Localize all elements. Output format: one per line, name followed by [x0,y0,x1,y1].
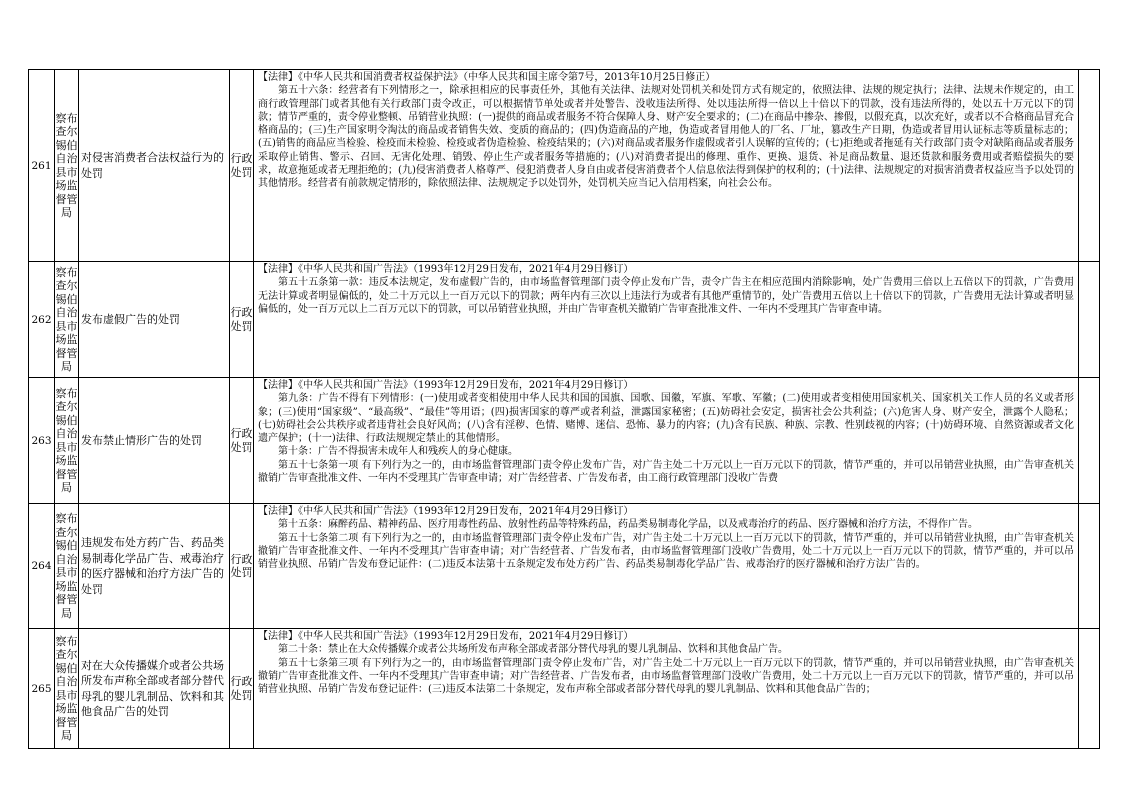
remarks-cell [1079,70,1100,262]
department-name: 察布查尔锡伯自治县市场监督管局 [55,504,79,629]
legal-basis [254,378,1079,504]
article-text: 第十条：广告不得损害未成年人和残疾人的身心健康。 [278,446,518,458]
remarks-cell [1079,504,1100,629]
legal-basis [254,262,1079,378]
article-text: 第二十条：禁止在大众传播媒介或者公共场所发布声称全部或者部分替代母乳的婴儿乳制品、饮料和其他食品广告。 [278,644,788,656]
legal-basis [254,629,1079,749]
item-type: 行政处罚 [230,629,254,749]
department-name: 察布查尔锡伯自治县市场监督管局 [55,70,79,262]
row-number: 264 [29,504,55,629]
law-title: 【法律】《中华人民共和国广告法》（1993年12月29日发布，2021年4月29日修订） [258,264,634,275]
article-text: 第五十五条第一款：违反本法规定，发布虚假广告的，由市场监督管理部门责令停止发布广告，责令广告主在相应范围内消除影响，处广告费用三倍以上五倍以下的罚款，广告费用无法计算或者明显偏低的，处二十万元以上一百万元以下的罚款；两年内有三次以上违法行为或者有其他严重情节的，处广告费用五倍以上十倍以下的罚款，广告费用无法计算或者明显偏低的，处一百万元以上二百万元以下的罚款，可以吊销营业执照，并由广告审查机关撤销广告审查批准文件、一年内不受理其广告审查申请。 [258,277,1074,315]
table-row [29,629,1100,749]
law-title: 【法律】《中华人民共和国广告法》（1993年12月29日发布，2021年4月29日修订） [258,380,634,391]
article-text: 第九条：广告不得有下列情形：(一)使用或者变相使用中华人民共和国的国旗、国歌、国徽，军旗、军歌、军徽；(二)使用或者变相使用国家机关、国家机关工作人员的名义或者形象；(三)使用“国家级”、“最高级”、“最佳”等用语；(四)损害国家的尊严或者利益，泄露国家秘密；(五)妨碍社会安定，损害社会公共利益；(六)危害人身、财产安全，泄露个人隐私；(七)妨碍社会公共秩序或者违背社会良好风尚；(八)含有淫秽、色情、赌博、迷信、恐怖、暴力的内容；(九)含有民族、种族、宗教、性别歧视的内容；(十)妨碍环境、自然资源或者文化遗产保护；(十一)法律、行政法规规定禁止的其他情形。 [258,393,1074,445]
item-type: 行政处罚 [230,504,254,629]
department-name: 察布查尔锡伯自治县市场监督管局 [55,378,79,504]
table-row [29,378,1100,504]
item-name: 对侵害消费者合法权益行为的处罚 [79,70,230,262]
row-number: 263 [29,378,55,504]
remarks-cell [1079,378,1100,504]
department-name: 察布查尔锡伯自治县市场监督管局 [55,262,79,378]
item-name: 对在大众传播媒介或者公共场所发布声称全部或者部分替代母乳的婴儿乳制品、饮料和其他食品广告的处罚 [79,629,230,749]
item-name: 发布禁止情形广告的处罚 [79,378,230,504]
item-type: 行政处罚 [230,378,254,504]
article-text: 第五十七条第三项 有下列行为之一的，由市场监督管理部门责令停止发布广告，对广告主处二十万元以上一百万元以下的罚款，情节严重的，并可以吊销营业执照，由广告审查机关撤销广告审查批准文件、一年内不受理其广告审查申请；对广告经营者、广告发布者，由市场监督管理部门没收广告费用，处二十万元以上一百万元以下的罚款，情节严重的，并可以吊销营业执照、吊销广告发布登记证件：(三)违反本法第二十条规定，发布声称全部或者部分替代母乳的婴儿乳制品、饮料和其他食品广告的； [258,657,1074,696]
remarks-cell [1079,262,1100,378]
item-type: 行政处罚 [230,262,254,378]
punishment-table [28,69,1100,749]
row-number: 265 [29,629,55,749]
article-text: 第五十六条：经营者有下列情形之一，除承担相应的民事责任外，其他有关法律、法规对处罚机关和处罚方式有规定的，依照法律、法规的规定执行；法律、法规未作规定的，由工商行政管理部门或者其他有关行政部门责令改正，可以根据情节单处或者并处警告、没收违法所得、处以违法所得一倍以上十倍以下的罚款，没有违法所得的，处以五十万元以下的罚款；情节严重的，责令停业整顿、吊销营业执照：(一)提供的商品或者服务不符合保障人身、财产安全要求的；(二)在商品中掺杂、掺假，以假充真，以次充好，或者以不合格商品冒充合格商品的；(三)生产国家明令淘汰的商品或者销售失效、变质的商品的；(四)伪造商品的产地，伪造或者冒用他人的厂名、厂址，篡改生产日期，伪造或者冒用认证标志等质量标志的；(五)销售的商品应当检验、检疫而未检验、检疫或者伪造检验、检疫结果的；(六)对商品或者服务作虚假或者引人误解的宣传的；(七)拒绝或者拖延有关行政部门责令对缺陷商品或者服务采取停止销售、警示、召回、无害化处理、销毁、停止生产或者服务等措施的；(八)对消费者提出的修理、重作、更换、退货、补足商品数量、退还货款和服务费用或者赔偿损失的要求，故意拖延或者无理拒绝的；(九)侵害消费者人格尊严、侵犯消费者人身自由或者侵害消费者个人信息依法得到保护的权利的；(十)法律、法规规定的对损害消费者权益应当予以处罚的其他情形。经营者有前款规定情形的，除依照法律、法规规定予以处罚外，处罚机关应当记入信用档案，向社会公布。 [258,85,1074,190]
law-title: 【法律】《中华人民共和国消费者权益保护法》（中华人民共和国主席令第7号，2013年10月25日修正） [258,72,716,83]
row-number: 262 [29,262,55,378]
legal-basis [254,70,1079,262]
law-title: 【法律】《中华人民共和国广告法》（1993年12月29日发布，2021年4月29日修订） [258,506,634,517]
table-row [29,70,1100,262]
item-name: 违规发布处方药广告、药品类易制毒化学品广告、戒毒治疗的医疗器械和治疗方法广告的处罚 [79,504,230,629]
table-row [29,262,1100,378]
article-text: 第五十七条第一项 有下列行为之一的，由市场监督管理部门责令停止发布广告，对广告主处二十万元以上一百万元以下的罚款，情节严重的，并可以吊销营业执照，由广告审查机关撤销广告审查批准文件、一年内不受理其广告审查申请；对广告经营者、广告发布者，由工商行政管理部门没收广告费 [258,459,1074,485]
remarks-cell [1079,629,1100,749]
article-text: 第十五条：麻醉药品、精神药品、医疗用毒性药品、放射性药品等特殊药品，药品类易制毒化学品，以及戒毒治疗的药品、医疗器械和治疗方法，不得作广告。 [278,519,978,531]
legal-basis [254,504,1079,629]
item-name: 发布虚假广告的处罚 [79,262,230,378]
article-text: 第五十七条第二项 有下列行为之一的，由市场监督管理部门责令停止发布广告，对广告主处二十万元以上一百万元以下的罚款，情节严重的，并可以吊销营业执照，由广告审查机关撤销广告审查批准文件、一年内不受理其广告审查申请；对广告经营者、广告发布者，由市场监督管理部门没收广告费用，处二十万元以上一百万元以下的罚款，情节严重的，并可以吊销营业执照、吊销广告发布登记证件：(二)违反本法第十五条规定发布处方药广告、药品类易制毒化学品广告、戒毒治疗的医疗器械和治疗方法广告的。 [258,532,1074,571]
department-name: 察布查尔锡伯自治县市场监督管局 [55,629,79,749]
row-number: 261 [29,70,55,262]
law-title: 【法律】《中华人民共和国广告法》（1993年12月29日发布，2021年4月29日修订） [258,631,634,642]
table-row [29,504,1100,629]
item-type: 行政处罚 [230,70,254,262]
